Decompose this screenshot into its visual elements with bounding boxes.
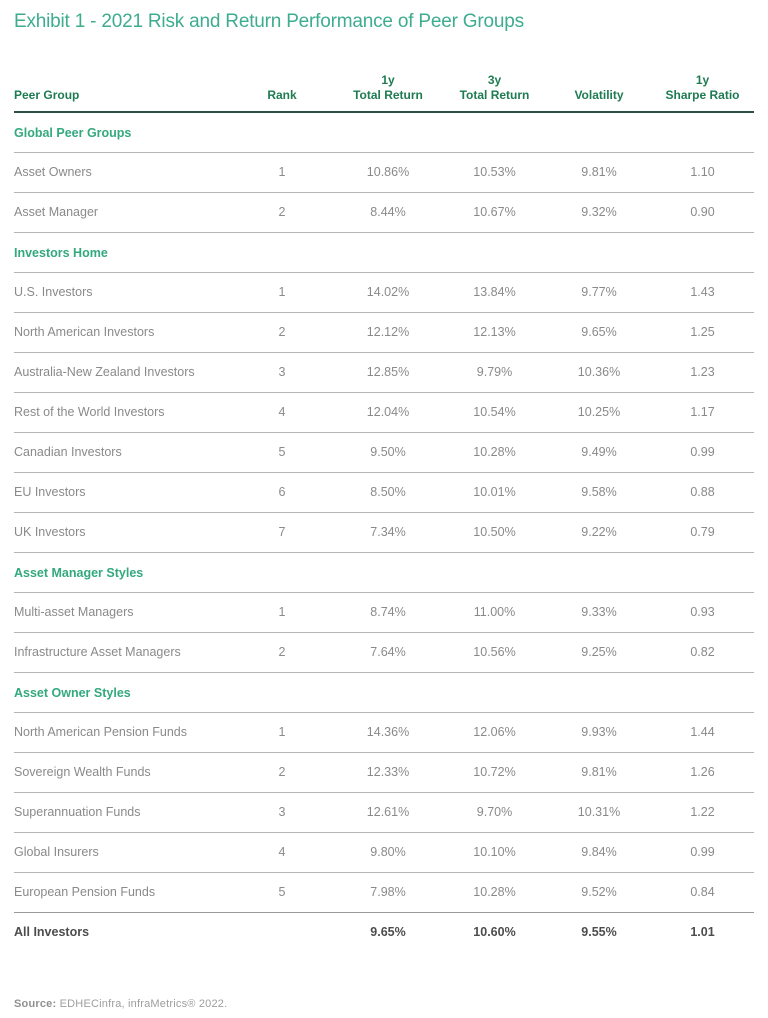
volatility-cell: 9.55% xyxy=(581,924,617,939)
peer-group-table xyxy=(14,50,754,952)
rank-cell: 2 xyxy=(230,632,334,672)
table-total xyxy=(14,912,754,952)
sharpe-ratio-cell: 1.26 xyxy=(651,752,754,792)
sharpe-ratio-cell: 0.93 xyxy=(651,592,754,632)
rank-cell xyxy=(230,912,334,952)
section-heading-row xyxy=(14,232,754,272)
table-header xyxy=(14,50,754,112)
table-row xyxy=(14,512,754,552)
rank-cell: 3 xyxy=(230,792,334,832)
sharpe-ratio-cell: 1.01 xyxy=(690,924,715,939)
peer-group-cell: Infrastructure Asset Managers xyxy=(14,632,230,672)
table-row xyxy=(14,712,754,752)
return-1y-cell: 14.02% xyxy=(334,272,442,312)
table-row xyxy=(14,152,754,192)
return-1y-cell: 9.65% xyxy=(370,924,406,939)
column-header-label: Total Return xyxy=(353,87,423,102)
return-1y-cell: 9.80% xyxy=(334,832,442,872)
return-1y-cell: 12.61% xyxy=(334,792,442,832)
return-1y-cell: 8.50% xyxy=(334,472,442,512)
volatility-cell: 10.36% xyxy=(547,352,651,392)
column-header-label: Peer Group xyxy=(14,87,80,102)
return-1y-cell: 8.44% xyxy=(334,192,442,232)
rank-cell: 2 xyxy=(230,312,334,352)
table-row xyxy=(14,752,754,792)
rank-cell: 5 xyxy=(230,432,334,472)
table-row xyxy=(14,472,754,512)
table-row xyxy=(14,392,754,432)
table-row xyxy=(14,272,754,312)
table-row xyxy=(14,832,754,872)
peer-group-cell: Australia-New Zealand Investors xyxy=(14,352,230,392)
sharpe-ratio-cell: 0.84 xyxy=(651,872,754,912)
rank-cell: 1 xyxy=(230,592,334,632)
peer-group-cell: Multi-asset Managers xyxy=(14,592,230,632)
rank-cell: 5 xyxy=(230,872,334,912)
return-3y-cell: 12.13% xyxy=(442,312,547,352)
table-row xyxy=(14,432,754,472)
return-3y-cell: 10.54% xyxy=(442,392,547,432)
return-3y-cell: 10.60% xyxy=(473,924,516,939)
rank-cell: 1 xyxy=(230,712,334,752)
rank-cell: 2 xyxy=(230,192,334,232)
sharpe-ratio-cell: 1.25 xyxy=(651,312,754,352)
sharpe-ratio-cell: 1.44 xyxy=(651,712,754,752)
return-3y-cell: 13.84% xyxy=(442,272,547,312)
peer-group-cell: Rest of the World Investors xyxy=(14,392,230,432)
header-row xyxy=(14,50,754,112)
peer-group-cell: Asset Owners xyxy=(14,152,230,192)
sharpe-ratio-cell: 1.22 xyxy=(651,792,754,832)
return-3y-cell: 10.72% xyxy=(442,752,547,792)
return-1y-cell: 12.12% xyxy=(334,312,442,352)
column-header-rank xyxy=(230,50,334,112)
peer-group-cell: U.S. Investors xyxy=(14,272,230,312)
volatility-cell: 10.31% xyxy=(547,792,651,832)
volatility-cell: 9.25% xyxy=(547,632,651,672)
return-3y-cell: 10.67% xyxy=(442,192,547,232)
sharpe-ratio-cell: 1.17 xyxy=(651,392,754,432)
return-3y-cell: 12.06% xyxy=(442,712,547,752)
volatility-cell: 9.22% xyxy=(547,512,651,552)
rank-cell: 4 xyxy=(230,392,334,432)
return-1y-cell: 12.33% xyxy=(334,752,442,792)
section-heading: Asset Manager Styles xyxy=(14,552,754,592)
peer-group-cell: UK Investors xyxy=(14,512,230,552)
section-heading-row xyxy=(14,552,754,592)
sharpe-ratio-cell: 0.99 xyxy=(651,432,754,472)
peer-group-cell: Sovereign Wealth Funds xyxy=(14,752,230,792)
rank-cell: 2 xyxy=(230,752,334,792)
return-3y-cell: 9.79% xyxy=(442,352,547,392)
volatility-cell: 9.32% xyxy=(547,192,651,232)
volatility-cell: 9.33% xyxy=(547,592,651,632)
section-heading: Asset Owner Styles xyxy=(14,672,754,712)
return-1y-cell: 12.04% xyxy=(334,392,442,432)
return-1y-cell: 9.50% xyxy=(334,432,442,472)
sharpe-ratio-cell: 1.10 xyxy=(651,152,754,192)
table-row xyxy=(14,352,754,392)
section-heading-row xyxy=(14,672,754,712)
column-header-label-top: 1y xyxy=(381,72,395,87)
peer-group-cell: Canadian Investors xyxy=(14,432,230,472)
peer-group-cell: North American Investors xyxy=(14,312,230,352)
sharpe-ratio-cell: 1.23 xyxy=(651,352,754,392)
volatility-cell: 9.81% xyxy=(547,152,651,192)
section-heading-row xyxy=(14,112,754,153)
return-3y-cell: 9.70% xyxy=(442,792,547,832)
return-3y-cell: 10.01% xyxy=(442,472,547,512)
source-note xyxy=(14,998,754,1010)
return-3y-cell: 10.10% xyxy=(442,832,547,872)
rank-cell: 7 xyxy=(230,512,334,552)
volatility-cell: 9.81% xyxy=(547,752,651,792)
table-row xyxy=(14,192,754,232)
return-1y-cell: 12.85% xyxy=(334,352,442,392)
sharpe-ratio-cell: 0.88 xyxy=(651,472,754,512)
return-1y-cell: 8.74% xyxy=(334,592,442,632)
column-header-1y-sharpe-ratio xyxy=(651,50,754,112)
peer-group-cell: European Pension Funds xyxy=(14,872,230,912)
total-row xyxy=(14,912,754,952)
return-3y-cell: 10.56% xyxy=(442,632,547,672)
column-header-label: Sharpe Ratio xyxy=(665,87,740,102)
return-1y-cell: 10.86% xyxy=(334,152,442,192)
table-row xyxy=(14,792,754,832)
volatility-cell: 10.25% xyxy=(547,392,651,432)
peer-group-cell: North American Pension Funds xyxy=(14,712,230,752)
source-label: Source: xyxy=(14,997,57,1010)
rank-cell: 6 xyxy=(230,472,334,512)
sharpe-ratio-cell: 0.82 xyxy=(651,632,754,672)
sharpe-ratio-cell: 1.43 xyxy=(651,272,754,312)
return-1y-cell: 7.64% xyxy=(334,632,442,672)
return-3y-cell: 10.53% xyxy=(442,152,547,192)
column-header-label-top: 1y xyxy=(695,72,710,87)
volatility-cell: 9.93% xyxy=(547,712,651,752)
section-heading: Global Peer Groups xyxy=(14,112,754,153)
section-heading: Investors Home xyxy=(14,232,754,272)
return-3y-cell: 10.28% xyxy=(442,432,547,472)
rank-cell: 1 xyxy=(230,152,334,192)
return-1y-cell: 14.36% xyxy=(334,712,442,752)
volatility-cell: 9.52% xyxy=(547,872,651,912)
column-header-label-top: 3y xyxy=(487,72,502,87)
volatility-cell: 9.58% xyxy=(547,472,651,512)
sharpe-ratio-cell: 0.90 xyxy=(651,192,754,232)
column-header-label: Total Return xyxy=(459,87,530,102)
return-1y-cell: 7.98% xyxy=(334,872,442,912)
table-row xyxy=(14,872,754,912)
return-1y-cell: 7.34% xyxy=(334,512,442,552)
sharpe-ratio-cell: 0.79 xyxy=(651,512,754,552)
column-header-volatility xyxy=(547,50,651,112)
volatility-cell: 9.65% xyxy=(547,312,651,352)
peer-group-cell: Global Insurers xyxy=(14,832,230,872)
column-header-1y-total-return xyxy=(334,50,442,112)
volatility-cell: 9.77% xyxy=(547,272,651,312)
rank-cell: 1 xyxy=(230,272,334,312)
column-header-peer-group xyxy=(14,50,230,112)
return-3y-cell: 10.28% xyxy=(442,872,547,912)
peer-group-cell: Superannuation Funds xyxy=(14,792,230,832)
column-header-label: Volatility xyxy=(574,87,624,102)
peer-group-cell: EU Investors xyxy=(14,472,230,512)
column-header-label: Rank xyxy=(267,87,297,102)
volatility-cell: 9.49% xyxy=(547,432,651,472)
table-row xyxy=(14,312,754,352)
return-3y-cell: 11.00% xyxy=(442,592,547,632)
sharpe-ratio-cell: 0.99 xyxy=(651,832,754,872)
exhibit-title: Exhibit 1 - 2021 Risk and Return Performance of Peer Groups xyxy=(14,11,524,32)
return-3y-cell: 10.50% xyxy=(442,512,547,552)
table-row xyxy=(14,592,754,632)
volatility-cell: 9.84% xyxy=(547,832,651,872)
table-body xyxy=(14,112,754,913)
rank-cell: 4 xyxy=(230,832,334,872)
peer-group-cell: All Investors xyxy=(14,924,90,939)
rank-cell: 3 xyxy=(230,352,334,392)
source-text: EDHECinfra, infraMetrics® 2022. xyxy=(56,997,228,1010)
table-row xyxy=(14,632,754,672)
peer-group-cell: Asset Manager xyxy=(14,192,230,232)
column-header-3y-total-return xyxy=(442,50,547,112)
